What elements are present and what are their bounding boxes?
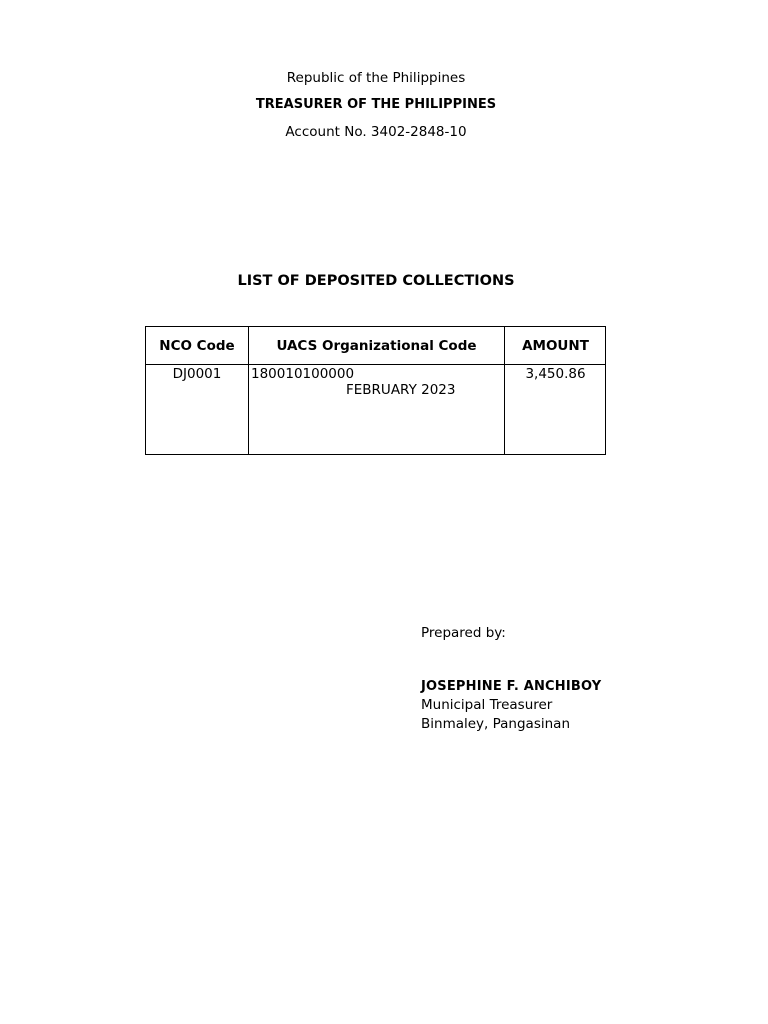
cell-uacs-code: 180010100000 (251, 366, 355, 382)
header-account-number: Account No. 3402-2848-10 (285, 124, 467, 140)
header-treasurer: TREASURER OF THE PHILIPPINES (255, 97, 497, 112)
signatory-position: Municipal Treasurer (421, 697, 553, 713)
collections-table (145, 326, 606, 455)
cell-period: FEBRUARY 2023 (346, 382, 456, 398)
signatory-location: Binmaley, Pangasinan (421, 716, 570, 732)
column-header-uacs-code: UACS Organizational Code (276, 338, 477, 354)
header-republic: Republic of the Philippines (286, 70, 466, 86)
table-header-divider (146, 364, 605, 365)
cell-nco-code: DJ0001 (172, 366, 222, 382)
column-header-amount: AMOUNT (522, 338, 589, 354)
column-header-nco-code: NCO Code (159, 338, 235, 354)
document-title: LIST OF DEPOSITED COLLECTIONS (237, 273, 515, 289)
cell-amount: 3,450.86 (525, 366, 586, 382)
prepared-by-label: Prepared by: (421, 625, 506, 641)
signatory-name: JOSEPHINE F. ANCHIBOY (421, 679, 602, 694)
